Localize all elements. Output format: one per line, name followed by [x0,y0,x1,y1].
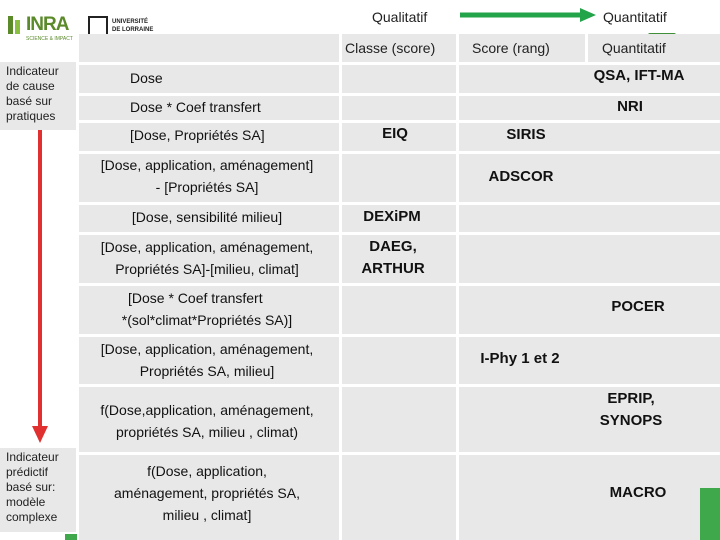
univ-logo-line1: UNIVERSITÉ [112,19,149,25]
formula-line: Dose * Coef transfert [130,99,261,115]
side-label-line: Indicateur [6,450,59,464]
formula-cell [130,67,270,89]
side-label-line: prédictif [6,465,49,479]
column-header-score: Score (rang) [472,40,550,56]
formula-cell [82,287,332,331]
formula-cell [82,236,332,280]
formula-cell [82,399,332,443]
method-label: MACRO [609,484,667,501]
side-label-line: complexe [6,510,58,524]
formula-line: *(sol*climat*Propriétés SA)] [121,312,293,328]
univ-logo-line2: DE LORRAINE [112,27,154,33]
formula-line: milieu , climat] [162,507,252,523]
method-label: DEXiPM [363,208,421,225]
method-label: ADSCOR [488,168,554,185]
side-label-line: de cause [6,79,55,93]
side-label-line: basé sur: [6,480,56,494]
formula-line: [Dose, application, aménagement, [100,239,314,255]
method-label: NRI [617,98,643,115]
inra-leaf-icon [6,14,26,36]
formula-cell [82,338,332,382]
formula-cell [82,206,332,228]
method-line: ARTHUR [361,260,425,277]
formula-line: Dose [130,70,163,86]
formula-cell [82,154,332,198]
side-label-line: basé sur [6,94,53,108]
formula-cell [130,124,320,146]
row-divider [79,232,720,235]
row-divider [79,452,720,455]
formula-cell [130,96,320,118]
inra-logo-subtext: SCIENCE & IMPACT [26,36,73,42]
formula-line: [Dose * Coef transfert [128,290,263,306]
formula-line: Propriétés SA]-[milieu, climat] [115,261,299,277]
method-label: POCER [611,298,665,315]
formula-cell [82,460,332,526]
row-divider [79,334,720,337]
green-accent-bar [700,488,720,540]
method-label: QSA, IFT-MA [593,67,685,84]
quantitatif-label: Quantitatif [603,9,667,25]
method-line: DAEG, [369,238,417,255]
method-line: EPRIP, [607,390,655,407]
inra-logo-text: INRA [26,14,69,35]
method-label [586,388,676,432]
column-divider [339,34,342,540]
side-label-line: modèle [6,495,46,509]
formula-line: f(Dose,application, aménagement, [100,402,314,418]
univ-logo-mark-icon [88,16,108,36]
method-line: SYNOPS [599,412,663,429]
formula-line: propriétés SA, milieu , climat) [115,424,299,440]
side-label-line: pratiques [6,109,56,123]
method-label: I-Phy 1 et 2 [480,350,560,367]
inra-logo [6,12,74,42]
method-label: SIRIS [506,126,546,143]
method-label [346,236,440,280]
side-label-cause [0,62,76,130]
column-header-quantitatif: Quantitatif [602,40,666,56]
side-label-line: Indicateur [6,64,59,78]
cause-to-predictif-arrow-icon [30,130,50,445]
column-divider [585,34,588,62]
row-divider [79,283,720,286]
formula-line: aménagement, propriétés SA, [114,485,300,501]
green-accent-foot [65,534,77,540]
row-divider [79,202,720,205]
column-divider [456,34,459,540]
formula-line: [Dose, Propriétés SA] [130,127,265,143]
method-label: EIQ [382,125,408,142]
row-divider [79,384,720,387]
formula-line: Propriétés SA, milieu] [139,363,275,379]
formula-line: [Dose, application, aménagement] [100,157,314,173]
qualitatif-to-quantitatif-arrow-icon [458,8,598,22]
qualitatif-label: Qualitatif [372,9,428,25]
column-header-classe: Classe (score) [345,40,436,56]
formula-line: [Dose, sensibilité milieu] [131,209,283,225]
formula-line: [Dose, application, aménagement, [100,341,314,357]
formula-line: f(Dose, application, [147,463,267,479]
formula-line: - [Propriétés SA] [155,179,259,195]
side-label-predictif [0,448,76,532]
